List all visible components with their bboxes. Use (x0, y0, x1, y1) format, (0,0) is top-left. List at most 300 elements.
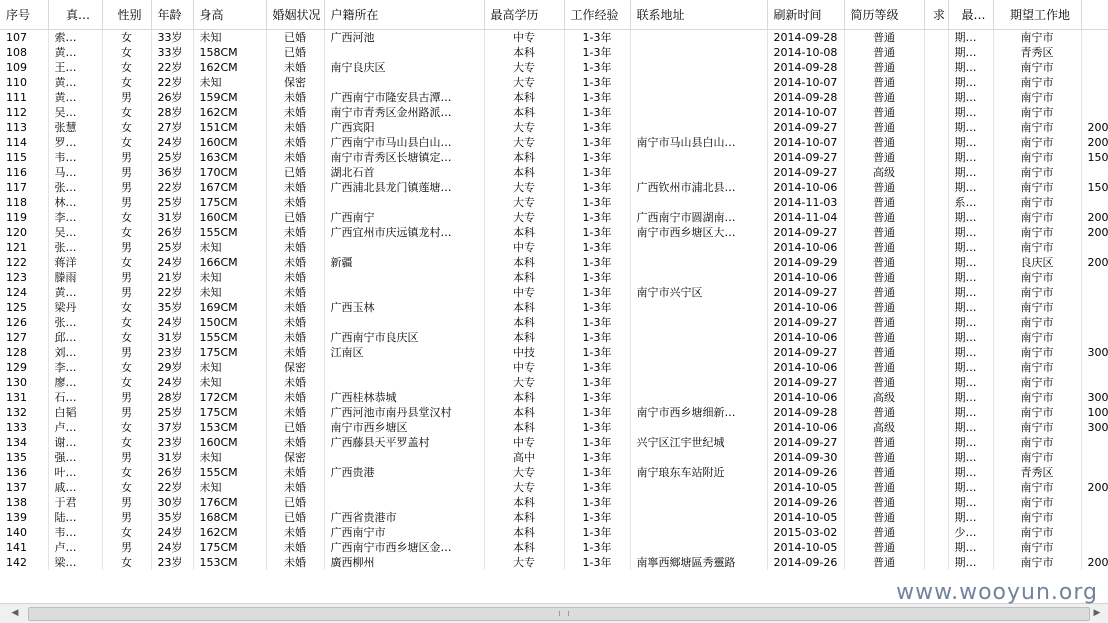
table-cell: 24岁 (151, 135, 193, 150)
table-cell: 未婚 (266, 300, 324, 315)
table-cell: 1-3年 (564, 90, 630, 105)
table-cell: 南宁市 (993, 120, 1081, 135)
table-cell: 153CM (193, 555, 266, 570)
table-cell: 普通 (844, 210, 924, 225)
table-cell: 28岁 (151, 105, 193, 120)
table-cell: 1-3年 (564, 360, 630, 375)
table-cell: 广西南宁市隆安县古潭… (324, 90, 484, 105)
table-cell: 普通 (844, 180, 924, 195)
table-cell: 2014-10-06 (767, 330, 844, 345)
table-cell: 期… (948, 465, 993, 480)
table-cell: 未知 (193, 450, 266, 465)
table-row[interactable] (0, 555, 1108, 570)
table-cell: 2014-10-05 (767, 480, 844, 495)
column-header[interactable]: 婚姻状况 (266, 0, 324, 30)
table-cell: 未婚 (266, 135, 324, 150)
table-cell (630, 255, 767, 270)
table-cell (924, 90, 948, 105)
column-header[interactable]: 年龄 (151, 0, 193, 30)
table-cell: 22岁 (151, 480, 193, 495)
table-cell: 南宁市 (993, 165, 1081, 180)
table-row[interactable] (0, 270, 1108, 285)
column-header[interactable]: 户籍所在 (324, 0, 484, 30)
table-cell: 南宁市 (993, 540, 1081, 555)
table-cell: 期… (948, 30, 993, 46)
table-cell: 普通 (844, 345, 924, 360)
table-cell: 本科 (484, 165, 564, 180)
table-cell: 广西藤县天平罗盖村 (324, 435, 484, 450)
table-cell: 28岁 (151, 390, 193, 405)
table-cell: 200 (1081, 255, 1108, 270)
column-header[interactable]: 最高学历 (484, 0, 564, 30)
table-cell: 南宁市 (993, 375, 1081, 390)
table-row[interactable] (0, 495, 1108, 510)
table-cell: 男 (102, 180, 151, 195)
table-cell: 118 (0, 195, 48, 210)
horizontal-scrollbar[interactable] (0, 603, 1108, 623)
column-header[interactable]: 序号 (0, 0, 48, 30)
table-row[interactable] (0, 360, 1108, 375)
table-row[interactable] (0, 450, 1108, 465)
table-cell: 162CM (193, 105, 266, 120)
table-cell: 2014-09-27 (767, 150, 844, 165)
scroll-right-icon[interactable]: ▶ (1093, 608, 1101, 618)
table-cell: 2014-09-29 (767, 255, 844, 270)
table-cell (1081, 285, 1108, 300)
table-cell (924, 165, 948, 180)
table-cell: 期… (948, 285, 993, 300)
table-cell: 吴… (48, 225, 102, 240)
table-row[interactable] (0, 225, 1108, 240)
scrollbar-thumb[interactable] (28, 607, 1090, 621)
table-cell: 未知 (193, 360, 266, 375)
table-cell: 大专 (484, 75, 564, 90)
table-cell: 广西南宁市圆湖南… (630, 210, 767, 225)
table-cell: 刘… (48, 345, 102, 360)
table-cell: 中专 (484, 285, 564, 300)
table-cell: 108 (0, 45, 48, 60)
table-cell (924, 300, 948, 315)
column-header[interactable]: 求 (924, 0, 948, 30)
table-cell (630, 525, 767, 540)
table-row[interactable] (0, 330, 1108, 345)
table-cell: 未婚 (266, 60, 324, 75)
table-cell (1081, 165, 1108, 180)
table-cell (1081, 510, 1108, 525)
table-cell: 梁丹 (48, 300, 102, 315)
table-cell: 南宁市 (993, 225, 1081, 240)
table-cell: 119 (0, 210, 48, 225)
table-cell: 本科 (484, 525, 564, 540)
table-cell (924, 210, 948, 225)
table-cell: 青秀区 (993, 465, 1081, 480)
table-cell: 罗… (48, 135, 102, 150)
table-cell (630, 480, 767, 495)
table-cell: 男 (102, 390, 151, 405)
column-header[interactable]: 刷新时间 (767, 0, 844, 30)
table-cell: 25岁 (151, 150, 193, 165)
table-row[interactable] (0, 195, 1108, 210)
table-cell: 151CM (193, 120, 266, 135)
table-cell: 2014-09-28 (767, 30, 844, 46)
table-cell: 南宁市 (993, 285, 1081, 300)
table-cell: 未婚 (266, 270, 324, 285)
table-cell: 湖北石首 (324, 165, 484, 180)
column-header[interactable]: 期望工作地 (993, 0, 1081, 30)
table-row[interactable] (0, 345, 1108, 360)
table-cell: 女 (102, 105, 151, 120)
table-cell: 女 (102, 465, 151, 480)
table-cell: 1-3年 (564, 195, 630, 210)
table-cell: 2014-10-06 (767, 390, 844, 405)
table-cell (630, 45, 767, 60)
table-cell (1081, 270, 1108, 285)
table-cell: 南宁市马山县白山… (630, 135, 767, 150)
table-cell: 168CM (193, 510, 266, 525)
table-cell: 普通 (844, 90, 924, 105)
table-cell: 大专 (484, 60, 564, 75)
table-cell: 127 (0, 330, 48, 345)
table-cell: 期… (948, 255, 993, 270)
table-cell (1081, 375, 1108, 390)
table-cell: 南宁市青秀区长塘镇定… (324, 150, 484, 165)
table-cell: 1-3年 (564, 240, 630, 255)
table-cell (630, 195, 767, 210)
table-cell: 期… (948, 240, 993, 255)
table-cell: 期… (948, 135, 993, 150)
table-cell: 136 (0, 465, 48, 480)
table-cell: 128 (0, 345, 48, 360)
table-row[interactable] (0, 90, 1108, 105)
table-cell: 广西贵港 (324, 465, 484, 480)
table-cell: 男 (102, 285, 151, 300)
table-cell: 蒋洋 (48, 255, 102, 270)
table-row[interactable] (0, 210, 1108, 225)
table-cell: 未婚 (266, 480, 324, 495)
header-row (0, 0, 1108, 30)
table-cell: 普通 (844, 45, 924, 60)
table-cell (924, 330, 948, 345)
table-cell: 广西钦州市浦北县… (630, 180, 767, 195)
table-cell: 中专 (484, 240, 564, 255)
table-cell: 期… (948, 480, 993, 495)
table-row[interactable] (0, 120, 1108, 135)
table-cell: 1-3年 (564, 150, 630, 165)
table-cell: 131 (0, 390, 48, 405)
table-cell: 22岁 (151, 60, 193, 75)
table-cell (1081, 195, 1108, 210)
table-cell: 男 (102, 345, 151, 360)
table-cell: 2014-09-28 (767, 90, 844, 105)
table-cell: 已婚 (266, 30, 324, 46)
table-cell: 男 (102, 240, 151, 255)
table-cell: 1-3年 (564, 450, 630, 465)
watermark: www.wooyun.org (896, 580, 1098, 605)
table-cell (924, 45, 948, 60)
table-cell: 普通 (844, 525, 924, 540)
table-cell: 普通 (844, 270, 924, 285)
table-cell: 普通 (844, 375, 924, 390)
table-cell: 未婚 (266, 195, 324, 210)
table-cell: 2014-09-27 (767, 225, 844, 240)
table-cell: 普通 (844, 465, 924, 480)
table-cell: 未婚 (266, 375, 324, 390)
table-cell: 期… (948, 180, 993, 195)
table-cell: 高级 (844, 390, 924, 405)
table-cell: 1-3年 (564, 480, 630, 495)
table-cell: 女 (102, 525, 151, 540)
table-cell: 南宁市 (993, 150, 1081, 165)
table-cell: 期… (948, 390, 993, 405)
table-cell: 南宁市 (993, 525, 1081, 540)
table-row[interactable] (0, 420, 1108, 435)
column-header[interactable]: 真… (48, 0, 102, 30)
table-cell: 男 (102, 150, 151, 165)
table-cell: 120 (0, 225, 48, 240)
table-cell: 109 (0, 60, 48, 75)
table-row[interactable] (0, 255, 1108, 270)
table-cell: 170CM (193, 165, 266, 180)
table-row[interactable] (0, 510, 1108, 525)
table-cell: 南宁市青秀区金州路派… (324, 105, 484, 120)
table-cell (630, 330, 767, 345)
table-cell: 1-3年 (564, 540, 630, 555)
table-cell: 南寧西鄉塘區秀靈路 (630, 555, 767, 570)
table-cell: 200 (1081, 225, 1108, 240)
table-cell: 200 (1081, 480, 1108, 495)
table-cell: 300 (1081, 420, 1108, 435)
table-cell: 强… (48, 450, 102, 465)
table-cell: 2014-09-27 (767, 315, 844, 330)
column-header[interactable]: 联系地址 (630, 0, 767, 30)
table-row[interactable] (0, 285, 1108, 300)
table-row[interactable] (0, 135, 1108, 150)
table-cell: 1-3年 (564, 225, 630, 240)
table-cell (1081, 525, 1108, 540)
table-cell (324, 375, 484, 390)
table-cell (924, 525, 948, 540)
table-cell: 169CM (193, 300, 266, 315)
table-cell: 黄… (48, 285, 102, 300)
table-cell (924, 30, 948, 46)
table-cell: 1-3年 (564, 105, 630, 120)
table-cell: 1-3年 (564, 30, 630, 46)
table-cell: 男 (102, 90, 151, 105)
table-cell: 23岁 (151, 555, 193, 570)
table-cell: 普通 (844, 495, 924, 510)
table-cell: 期… (948, 60, 993, 75)
table-cell (924, 555, 948, 570)
table-cell (924, 135, 948, 150)
table-cell: 南宁市 (993, 435, 1081, 450)
table-cell: 南宁市 (993, 210, 1081, 225)
table-cell: 黄… (48, 45, 102, 60)
table-cell (924, 345, 948, 360)
column-header[interactable]: 工作经验 (564, 0, 630, 30)
table-row[interactable] (0, 525, 1108, 540)
table-cell: 22岁 (151, 285, 193, 300)
table-cell: 158CM (193, 45, 266, 60)
table-cell: 114 (0, 135, 48, 150)
table-cell: 普通 (844, 555, 924, 570)
table-cell: 少… (948, 525, 993, 540)
table-row[interactable] (0, 435, 1108, 450)
table-cell: 1-3年 (564, 60, 630, 75)
table-cell: 南宁市 (993, 90, 1081, 105)
column-header[interactable]: 最… (948, 0, 993, 30)
table-row[interactable] (0, 60, 1108, 75)
table-cell: 普通 (844, 330, 924, 345)
table-cell: 普通 (844, 255, 924, 270)
table-cell: 未婚 (266, 345, 324, 360)
column-header[interactable] (1081, 0, 1108, 30)
table-cell: 155CM (193, 225, 266, 240)
table-cell: 本科 (484, 405, 564, 420)
table-cell: 李… (48, 210, 102, 225)
table-row[interactable] (0, 45, 1108, 60)
table-cell: 200 (1081, 120, 1108, 135)
table-cell: 2014-09-27 (767, 285, 844, 300)
table-cell: 176CM (193, 495, 266, 510)
table-cell: 2014-09-28 (767, 405, 844, 420)
table-cell (630, 30, 767, 46)
table-cell (630, 150, 767, 165)
table-cell: 1-3年 (564, 375, 630, 390)
table-cell: 1-3年 (564, 495, 630, 510)
table-cell: 2015-03-02 (767, 525, 844, 540)
table-cell: 160CM (193, 435, 266, 450)
table-cell: 期… (948, 105, 993, 120)
table-cell: 未知 (193, 30, 266, 46)
table-cell: 普通 (844, 300, 924, 315)
table-cell: 36岁 (151, 165, 193, 180)
table-cell: 南宁市 (993, 300, 1081, 315)
table-row[interactable] (0, 480, 1108, 495)
table-cell: 本科 (484, 300, 564, 315)
table-row[interactable] (0, 465, 1108, 480)
table-cell: 未婚 (266, 555, 324, 570)
table-cell: 廖… (48, 375, 102, 390)
table-cell: 普通 (844, 435, 924, 450)
table-cell: 女 (102, 120, 151, 135)
table-row[interactable] (0, 300, 1108, 315)
table-row[interactable] (0, 150, 1108, 165)
table-cell: 未婚 (266, 315, 324, 330)
table-row[interactable] (0, 105, 1108, 120)
table-cell: 普通 (844, 285, 924, 300)
table-cell: 女 (102, 330, 151, 345)
table-cell: 女 (102, 255, 151, 270)
table-cell: 117 (0, 180, 48, 195)
table-cell: 廣西柳州 (324, 555, 484, 570)
table-cell: 普通 (844, 315, 924, 330)
table-cell: 200 (1081, 210, 1108, 225)
table-cell: 160CM (193, 135, 266, 150)
table-cell: 女 (102, 75, 151, 90)
table-cell: 22岁 (151, 75, 193, 90)
table-row[interactable] (0, 390, 1108, 405)
table-cell: 未婚 (266, 540, 324, 555)
table-cell: 100 (1081, 405, 1108, 420)
table-cell: 172CM (193, 390, 266, 405)
table-cell: 中技 (484, 345, 564, 360)
table-cell: 1-3年 (564, 390, 630, 405)
table-cell (924, 390, 948, 405)
table-row[interactable] (0, 405, 1108, 420)
table-cell: 35岁 (151, 510, 193, 525)
table-cell: 期… (948, 375, 993, 390)
column-header[interactable]: 性别 (102, 0, 151, 30)
table-cell (630, 375, 767, 390)
grip-icon (559, 611, 569, 616)
table-cell: 2014-09-27 (767, 345, 844, 360)
table-cell: 35岁 (151, 300, 193, 315)
table-row[interactable] (0, 375, 1108, 390)
table-cell: 167CM (193, 180, 266, 195)
table-cell: 26岁 (151, 225, 193, 240)
table-cell: 1-3年 (564, 405, 630, 420)
table-cell (1081, 315, 1108, 330)
table-cell: 1-3年 (564, 165, 630, 180)
table-cell: 石… (48, 390, 102, 405)
table-cell: 本科 (484, 45, 564, 60)
table-cell: 已婚 (266, 510, 324, 525)
table-cell: 24岁 (151, 540, 193, 555)
table-cell: 期… (948, 555, 993, 570)
table-row[interactable] (0, 75, 1108, 90)
table-cell: 33岁 (151, 45, 193, 60)
column-header[interactable]: 身高 (193, 0, 266, 30)
table-row[interactable] (0, 180, 1108, 195)
scroll-left-icon[interactable]: ◀ (11, 608, 19, 618)
table-cell: 未婚 (266, 405, 324, 420)
table-cell: 期… (948, 510, 993, 525)
table-row[interactable] (0, 165, 1108, 180)
table-cell (1081, 465, 1108, 480)
table-cell: 已婚 (266, 165, 324, 180)
table-cell: 女 (102, 315, 151, 330)
table-cell: 1-3年 (564, 465, 630, 480)
table-cell (630, 105, 767, 120)
table-cell: 期… (948, 405, 993, 420)
table-cell: 大专 (484, 180, 564, 195)
table-row[interactable] (0, 540, 1108, 555)
table-cell: 300 (1081, 345, 1108, 360)
table-cell: 未婚 (266, 120, 324, 135)
table-cell (630, 165, 767, 180)
table-cell: 本科 (484, 330, 564, 345)
table-row[interactable] (0, 30, 1108, 46)
table-cell: 期… (948, 420, 993, 435)
table-cell: 2014-09-26 (767, 555, 844, 570)
table-cell: 24岁 (151, 525, 193, 540)
table-cell: 111 (0, 90, 48, 105)
table-cell: 广西浦北县龙门镇莲塘… (324, 180, 484, 195)
table-cell: 女 (102, 300, 151, 315)
table-cell: 已婚 (266, 420, 324, 435)
table-cell: 普通 (844, 135, 924, 150)
table-cell: 广西河池市南丹县堂汉村 (324, 405, 484, 420)
table-cell: 未婚 (266, 390, 324, 405)
table-row[interactable] (0, 315, 1108, 330)
table-cell (924, 495, 948, 510)
table-cell (1081, 30, 1108, 46)
table-cell: 良庆区 (993, 255, 1081, 270)
column-header[interactable]: 简历等级 (844, 0, 924, 30)
table-cell: 155CM (193, 465, 266, 480)
table-row[interactable] (0, 240, 1108, 255)
table-cell: 广西南宁市马山县白山… (324, 135, 484, 150)
